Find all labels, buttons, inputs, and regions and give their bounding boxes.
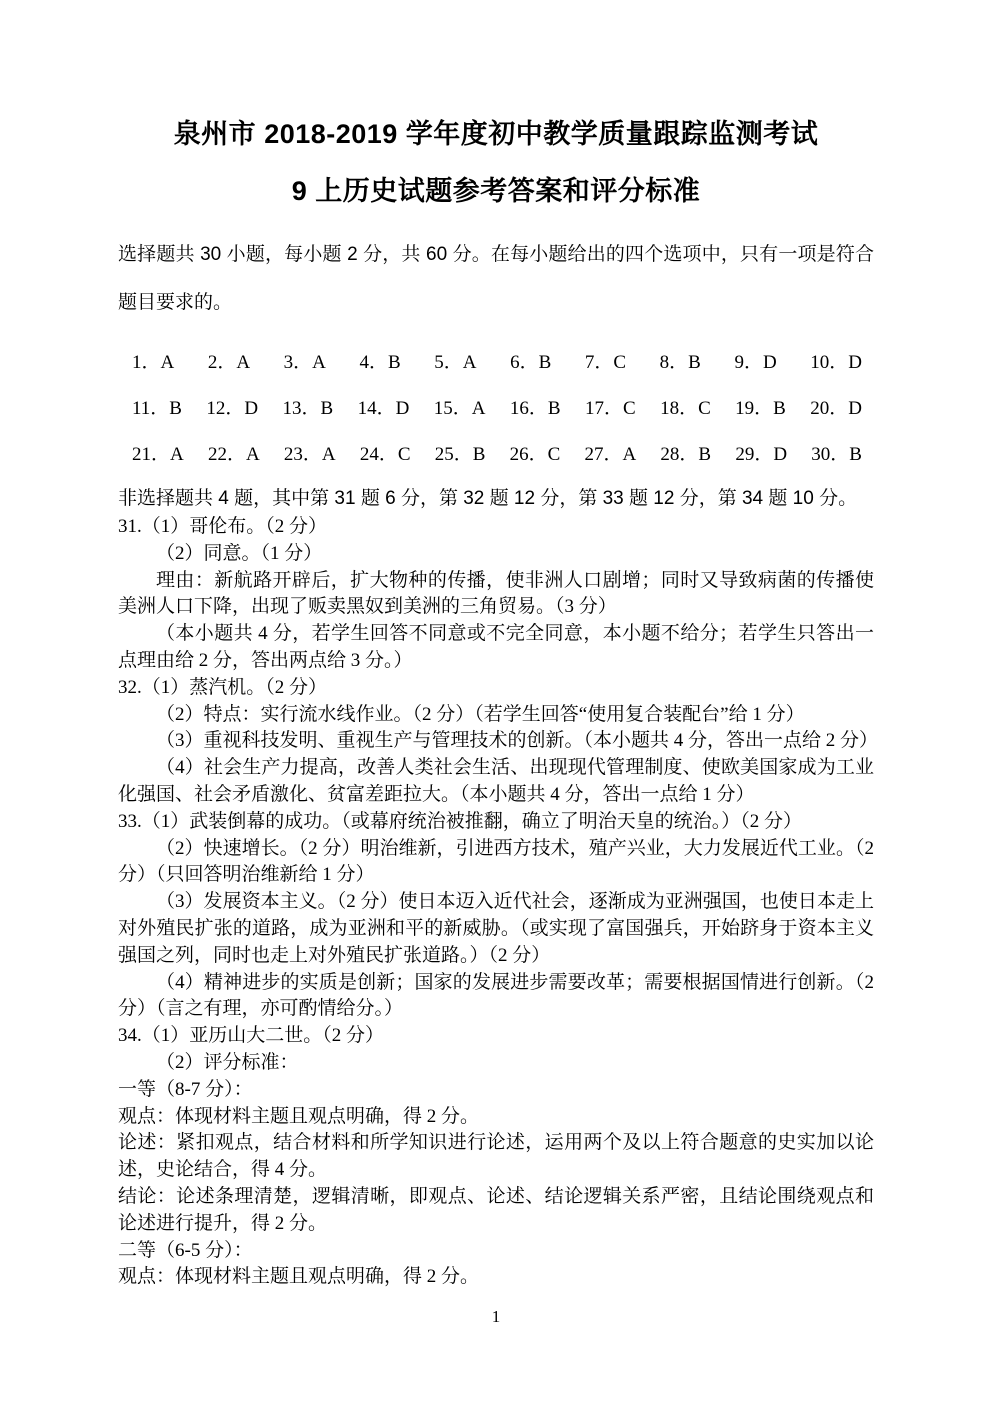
answer-paragraph: （2）特点：实行流水线作业。（2 分）（若学生回答“使用复合装配台”给 1 分） (156, 703, 805, 725)
answer-paragraph: 二等（6-5 分）： (118, 1239, 253, 1261)
answer-paragraph: （2）快速增长。（2 分）明治维新，引进西方技术，殖产兴业，大力发展近代工业。（2 分）（只回答明治维新给 1 分） (118, 837, 874, 886)
answer-item: 20．D (810, 398, 862, 419)
answer-item: 24．C (359, 444, 411, 465)
answer-item: 23．A (283, 444, 336, 465)
answer-item: 29．D (735, 444, 788, 465)
answer-paragraph: （3）重视科技发明、重视生产与管理技术的创新。（本小题共 4 分，答出一点给 2 分） (156, 730, 879, 752)
answer-paragraph: 论述：紧扣观点，结合材料和所学知识进行论述，运用两个及以上符合题意的史实加以论述，史论结合，得 4 分。 (118, 1132, 874, 1181)
answer-item: 27．A (584, 444, 637, 465)
answer-paragraph: 观点：体现材料主题且观点明确，得 2 分。 (118, 1266, 480, 1288)
answer-paragraph: （4）精神进步的实质是创新；国家的发展进步需要改革；需要根据国情进行创新。（2 分）（言之有理，亦可酌情给分。） (118, 971, 874, 1020)
answer-item: 8．B (659, 352, 701, 373)
answer-item: 10．D (810, 352, 862, 373)
answer-item: 16．B (509, 398, 561, 419)
answer-paragraph: （4）社会生产力提高，改善人类社会生活、出现现代管理制度、使欧美国家成为工业化强国、社会矛盾激化、贫富差距拉大。（本小题共 4 分，答出一点给 1 分） (118, 757, 874, 805)
answer-item: 9．D (734, 352, 777, 373)
answer-item: 15．A (433, 398, 486, 419)
answer-paragraph: 结论：论述条理清楚，逻辑清晰，即观点、论述、结论逻辑关系严密，且结论围绕观点和论述进行提升，得 2 分。 (118, 1185, 874, 1234)
answer-item: 21．A (132, 444, 184, 465)
document-title-line2: 9 上历史试题参考答案和评分标准 (291, 176, 701, 206)
answer-item: 19．B (735, 398, 786, 419)
answer-item: 11．B (132, 398, 182, 419)
answer-paragraph: 32.（1）蒸汽机。（2 分） (118, 676, 328, 698)
answer-item: 7．C (584, 352, 627, 373)
answer-item: 12．D (206, 398, 259, 419)
answer-paragraph: 观点：体现材料主题且观点明确，得 2 分。 (118, 1105, 480, 1127)
answer-paragraph: 一等（8-7 分）： (118, 1078, 253, 1100)
answer-row (118, 393, 874, 439)
answer-item: 30．B (811, 444, 862, 465)
document-title-line1: 泉州市 2018-2019 学年度初中教学质量跟踪监测考试 (173, 119, 819, 149)
non-choice-section-header: 非选择题共 4 题，其中第 31 题 6 分，第 32 题 12 分，第 33 题 12 分，第 34 题 10 分。 (118, 488, 858, 509)
answer-item: 6．B (510, 352, 552, 373)
answer-paragraph: （2）同意。（1 分） (156, 542, 323, 564)
answer-item: 17．C (584, 398, 636, 419)
choice-section-intro: 选择题共 30 小题，每小题 2 分，共 60 分。在每小题给出的四个选项中，只有一项是符合题目要求的。 (118, 244, 874, 313)
non-choice-answers (118, 514, 879, 1291)
answer-paragraph: （3）发展资本主义。（2 分）使日本迈入近代社会，逐渐成为亚洲强国，也使日本走上对外殖民扩张的道路，成为亚洲和平的新威胁。（或实现了富国强兵，开始跻身于资本主义强国之列，同时也走上对外殖民扩张道路。）（2 分） (118, 891, 874, 966)
answer-paragraph: （2）评分标准： (156, 1051, 299, 1073)
answer-item: 13．B (282, 398, 334, 419)
answer-paragraph: 34.（1）亚历山大二世。（2 分） (118, 1025, 385, 1047)
answer-paragraph: 33.（1）武装倒幕的成功。（或幕府统治被推翻，确立了明治天皇的统治。）（2 分） (118, 810, 803, 832)
answer-paragraph: 理由：新航路开辟后，扩大物种的传播，使非洲人口剧增；同时又导致病菌的传播使美洲人口下降，出现了贩卖黑奴到美洲的三角贸易。（3 分） (118, 569, 874, 618)
answer-item: 1．A (132, 352, 175, 373)
answer-paragraph: 31.（1）哥伦布。（2 分） (118, 516, 328, 537)
answer-item: 14．D (357, 398, 410, 419)
answer-item: 5．A (434, 352, 477, 373)
answer-item: 4．B (359, 352, 401, 373)
answer-item: 26．C (509, 444, 561, 465)
answer-row (118, 347, 874, 393)
page-number: 1 (491, 1307, 501, 1326)
answer-item: 25．B (434, 444, 486, 465)
answer-item: 28．B (660, 444, 712, 465)
answer-item: 18．C (660, 398, 711, 419)
answer-item: 22．A (207, 444, 260, 465)
answer-item: 2．A (207, 352, 251, 373)
choice-answer-grid (118, 347, 874, 485)
answer-row (118, 439, 874, 485)
answer-item: 3．A (283, 352, 326, 373)
answer-paragraph: （本小题共 4 分，若学生回答不同意或不完全同意，本小题不给分；若学生只答出一点理由给 2 分，答出两点给 3 分。） (118, 623, 874, 671)
